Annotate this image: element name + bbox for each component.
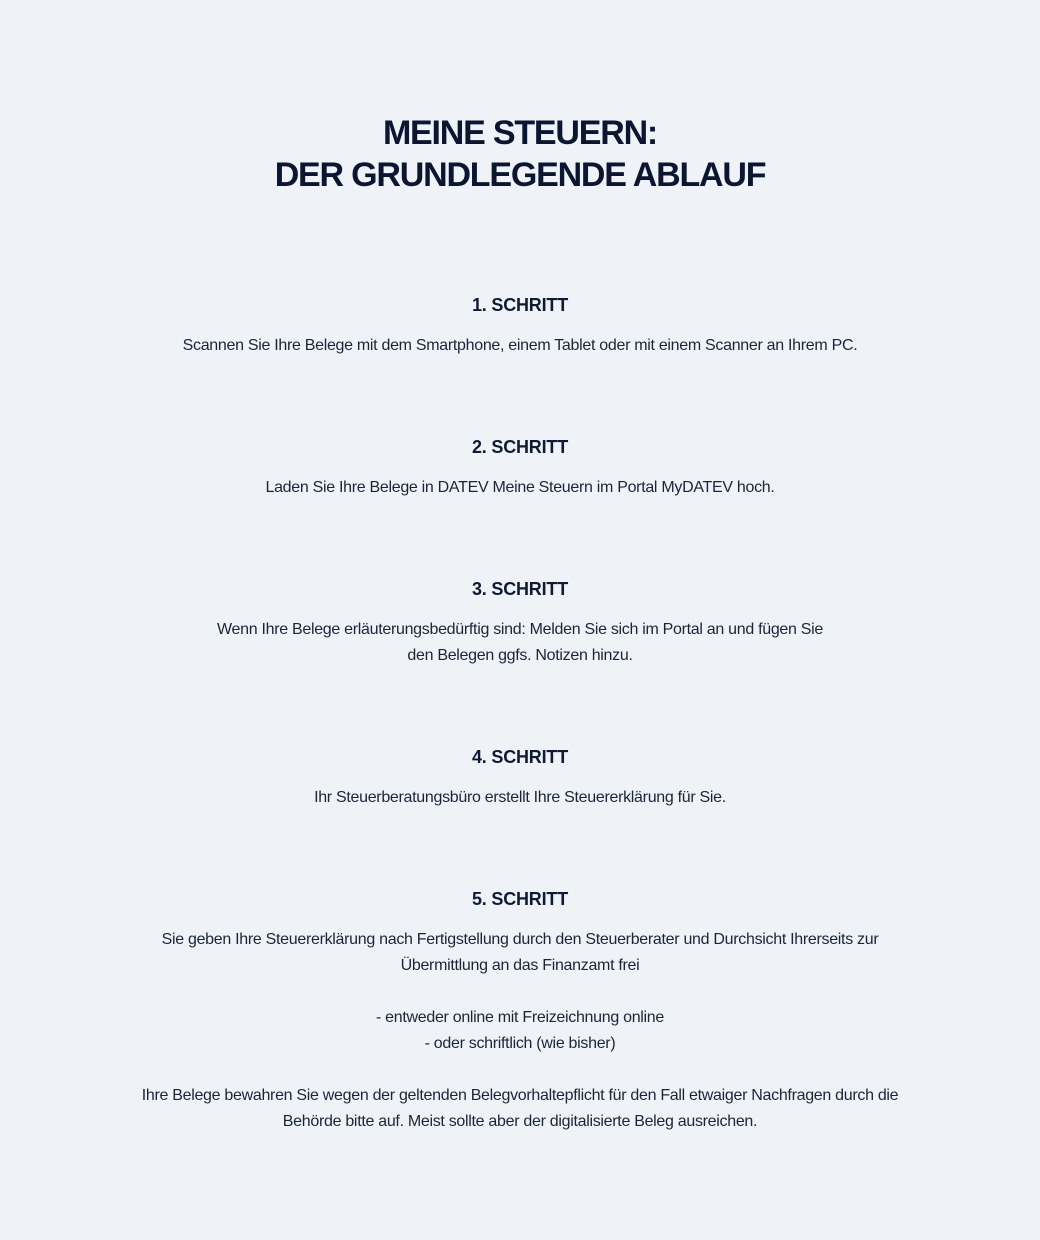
note-line-2: Behörde bitte auf. Meist sollte aber der digitalisierte Beleg ausreichen.	[282, 1113, 758, 1130]
option-written: - oder schriftlich (wie bisher)	[424, 1035, 616, 1052]
page-title-line-1: MEINE STEUERN:	[382, 114, 658, 152]
step-text-line-1: Sie geben Ihre Steuererklärung nach Fertigstellung durch den Steuerberater und Durchsicht Ihrerseits zur	[161, 931, 879, 948]
note-line-1: Ihre Belege bewahren Sie wegen der geltenden Belegvorhaltepflicht für den Fall etwaiger Nachfragen durch die	[141, 1087, 899, 1104]
step-3	[0, 577, 1040, 669]
step-text: Scannen Sie Ihre Belege mit dem Smartphone, einem Tablet oder mit einem Scanner an Ihrem PC.	[182, 337, 858, 354]
step-heading: 2. SCHRITT	[471, 437, 568, 457]
step-text: Ihr Steuerberatungsbüro erstellt Ihre Steuererklärung für Sie.	[314, 789, 726, 806]
step-description	[0, 617, 1040, 669]
step-2	[0, 435, 1040, 501]
step-text-line-1: Wenn Ihre Belege erläuterungsbedürftig sind: Melden Sie sich im Portal an und fügen Sie	[217, 621, 823, 638]
paragraph-spacer	[0, 979, 1040, 1005]
step-description	[0, 927, 1040, 1135]
step-heading: 3. SCHRITT	[471, 579, 568, 599]
step-text: Laden Sie Ihre Belege in DATEV Meine Steuern im Portal MyDATEV hoch.	[265, 479, 775, 496]
paragraph-spacer	[0, 1057, 1040, 1083]
step-4	[0, 745, 1040, 811]
step-heading: 4. SCHRITT	[471, 747, 568, 767]
step-heading: 1. SCHRITT	[471, 295, 568, 315]
page-title-line-2: DER GRUNDLEGENDE ABLAUF	[274, 156, 766, 194]
page-title	[0, 112, 1040, 196]
step-heading: 5. SCHRITT	[471, 889, 568, 909]
step-1	[0, 293, 1040, 359]
option-online: - entweder online mit Freizeichnung online	[375, 1009, 664, 1026]
step-description	[0, 475, 1040, 501]
step-5	[0, 887, 1040, 1135]
step-text-line-2: Übermittlung an das Finanzamt frei	[400, 957, 640, 974]
step-description	[0, 333, 1040, 359]
step-description	[0, 785, 1040, 811]
step-text-line-2: den Belegen ggfs. Notizen hinzu.	[407, 647, 633, 664]
